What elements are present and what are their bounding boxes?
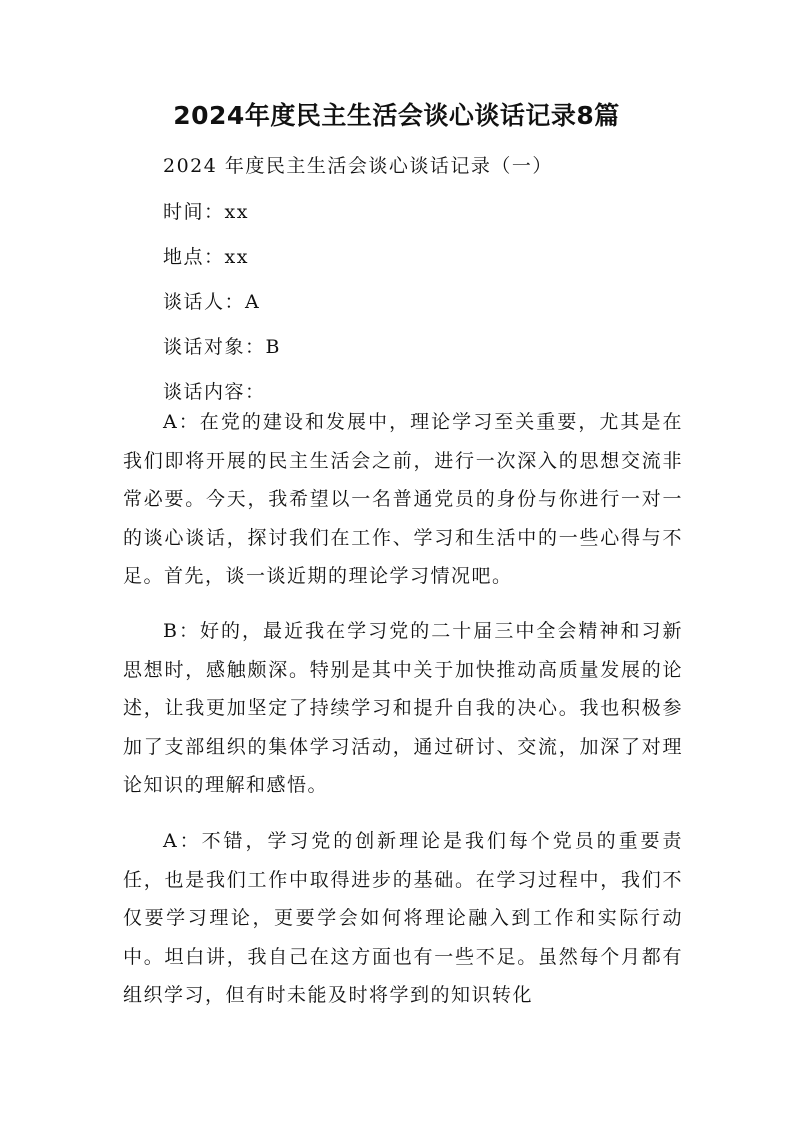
document-title: 2024年度民主生活会谈心谈话记录8篇	[173, 101, 620, 130]
meta-target: 谈话对象：B	[163, 336, 281, 358]
paragraph-b-1: B：好的，最近我在学习党的二十届三中全会精神和习新思想时，感触颇深。特别是其中关于加快推动高质量发展的论述，让我更加坚定了持续学习和提升自我的决心。我也积极参加了支部组织的集体学习活动，通过研讨、交流，加深了对理论知识的理解和感悟。	[123, 620, 683, 797]
meta-content-label: 谈话内容：	[163, 381, 266, 403]
record-subtitle: 2024 年度民主生活会谈心谈话记录（一）	[163, 155, 553, 177]
paragraph-a-2: A：不错，学习党的创新理论是我们每个党员的重要责任，也是我们工作中取得进步的基础。在学习过程中，我们不仅要学习理论，更要学会如何将理论融入到工作和实际行动中。坦白讲，我自己在这方面也有一些不足。虽然每个月都有组织学习，但有时未能及时将学到的知识转化	[123, 830, 683, 1007]
paragraph-a-1: A：在党的建设和发展中，理论学习至关重要，尤其是在我们即将开展的民主生活会之前，进行一次深入的思想交流非常必要。今天，我希望以一名普通党员的身份与你进行一对一的谈心谈话，探讨我们在工作、学习和生活中的一些心得与不足。首先，谈一谈近期的理论学习情况吧。	[123, 411, 683, 588]
meta-place: 地点：xx	[163, 246, 249, 268]
meta-time: 时间：xx	[163, 201, 249, 223]
meta-speaker: 谈话人：A	[163, 291, 261, 313]
